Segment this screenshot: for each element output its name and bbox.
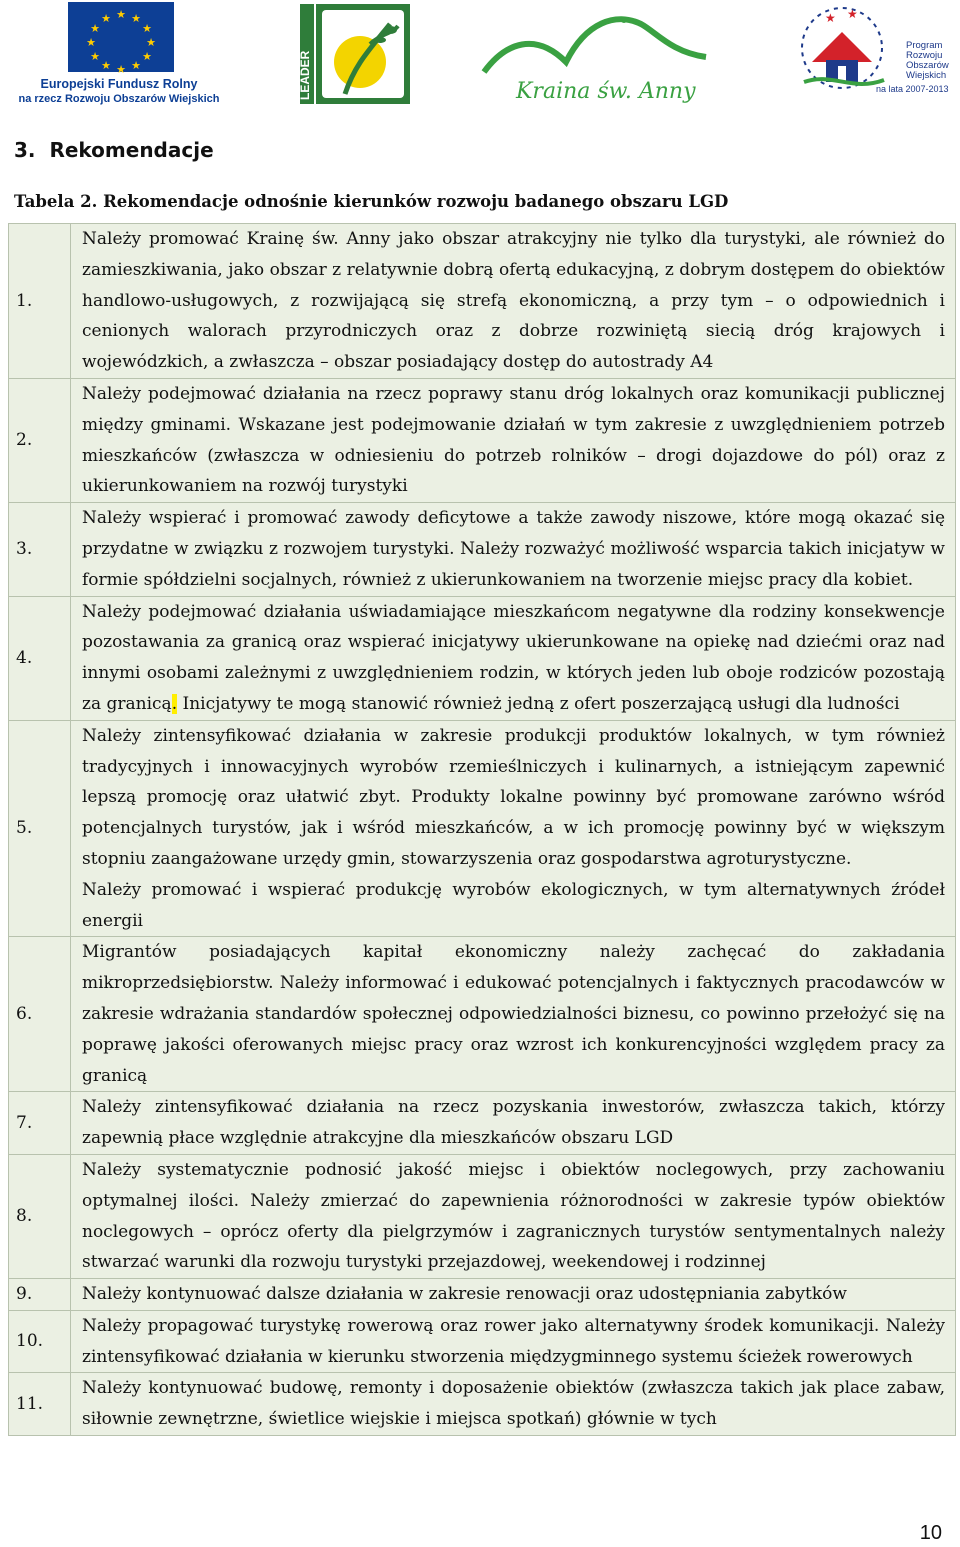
row-number: 7. [9,1092,71,1155]
row-text: Należy wspierać i promować zawody deficytowe a także zawody niszowe, które mogą okazać się przydatne w związku z rozwojem turystyki. Należy rozważyć możliwość wsparcia takich inicjatyw w formie spółdzielni socjalnych, również z ukierunkowaniem na tworzenie miejsc pracy dla kobiet. [71,503,956,596]
table-caption: Tabela 2. Rekomendacje odnośnie kierunków rozwoju badanego obszaru LGD [14,192,729,211]
svg-text:★: ★ [131,12,141,25]
table-row [9,503,956,596]
table-row [9,1092,956,1155]
table-row [9,937,956,1092]
row-number: 11. [9,1373,71,1436]
svg-text:★: ★ [142,22,152,35]
svg-text:★: ★ [825,11,836,25]
row-text [71,596,956,720]
row-text: Należy kontynuować budowę, remonty i doposażenie obiektów (zwłaszcza takich jak place zabaw, siłownie zewnętrzne, świetlice wiejskie i miejsca spotkań) głównie w tych [71,1373,956,1436]
row-number: 2. [9,378,71,502]
row-text: Należy promować Krainę św. Anny jako obszar atrakcyjny nie tylko dla turystyki, ale również do zamieszkiwania, jako obszar z relatywnie dobrą ofertą edukacyjną, z dobrym dostępem do obiektów handlowo-usługowych, z rozwijającą się strefą ekonomiczną, a przy tym – o odpowiednich i cenionych walorach przyrodniczych oraz z dobrze rozwiniętą siecią dróg krajowych i wojewódzkich, a zwłaszcza – obszar posiadający dostęp do autostrady A4 [71,224,956,379]
svg-text:★: ★ [847,7,858,21]
row-text-part: Inicjatywy te mogą stanowić również jedną z ofert poszerzającą usługi dla ludności [177,693,900,714]
recommendations-table [8,223,956,1436]
row-text: Należy systematycznie podnosić jakość miejsc i obiektów noclegowych, przy zachowaniu optymalnej ilości. Należy zmierzać do zapewnienia różnorodności w zakresie typów obiektów noclegowych – oprócz oferty dla pielgrzymów i zagranicznych turystów sentymentalnych należy stwarzać warunki dla rozwoju turystyki przejazdowej, weekendowej i rodzinnej [71,1154,956,1278]
logo-header [0,0,960,108]
table-row [9,1154,956,1278]
prow-logo-line2: Rozwoju [906,50,943,61]
table-row [9,1279,956,1311]
leader-logo-text: LEADER [298,50,312,100]
prow-logo-line5: na lata 2007-2013 [876,84,949,94]
eu-logo-line1: Europejski Fundusz Rolny [40,77,198,91]
row-number: 6. [9,937,71,1092]
row-paragraph: Należy promować i wspierać produkcję wyrobów ekologicznych, w tym alternatywnych źródeł energii [82,879,945,931]
row-paragraph: Należy zintensyfikować działania w zakresie produkcji produktów lokalnych, w tym również tradycyjnych i innowacyjnych wyrobów rzemieślniczych i kulinarnych, a istniejącym zapewnić lepszą promocję oraz ułatwić zbyt. Produkty lokalne powinny być promowane zarówno wśród potencjalnych turystów, jak i wśród mieszkańców, a w ich promocję powinny być w większym stopniu zaangażowane urzędy gmin, stowarzyszenia oraz gospodarstwa agroturystyczne. [82,725,945,869]
svg-text:★: ★ [101,12,111,25]
table-row [9,224,956,379]
table-row [9,596,956,720]
row-text [71,720,956,937]
table-row [9,1310,956,1373]
table-row [9,720,956,937]
kraina-logo-text: Kraina św. Anny [516,79,696,104]
row-text: Należy kontynuować dalsze działania w zakresie renowacji oraz udostępniania zabytków [71,1279,956,1311]
row-text: Należy zintensyfikować działania na rzecz pozyskania inwestorów, zwłaszcza takich, którzy zapewnią płace względnie atrakcyjne dla mieszkańców obszaru LGD [71,1092,956,1155]
row-number: 10. [9,1310,71,1373]
eu-eafrd-logo [14,2,224,104]
svg-text:★: ★ [116,8,126,21]
svg-text:★: ★ [146,36,156,49]
prow-logo [792,2,952,98]
prow-logo-line4: Wiejskich [906,70,947,81]
table-row [9,378,956,502]
row-text: Należy podejmować działania na rzecz poprawy stanu dróg lokalnych oraz komunikacji publicznej między gminami. Wskazane jest podejmowanie działań w tym zakresie z uwzględnieniem potrzeb mieszkańców (zwłaszcza w odniesieniu do potrzeb rolników – drogi dojazdowe do pól) oraz z ukierunkowaniem na rozwój turystyki [71,378,956,502]
svg-text:★: ★ [90,50,100,63]
kraina-sw-anny-logo [476,2,716,104]
row-text: Migrantów posiadających kapitał ekonomiczny należy zachęcać do zakładania mikroprzedsiębiorstw. Należy informować i edukować potencjalnych i faktycznych pracodawców w zakresie wdrażania standardów społecznej odpowiedzialności biznesu, co powinno przełożyć się na poprawę jakości oferowanych miejsc pracy oraz wzrost ich konkurencyjności względem pracy za granicą [71,937,956,1092]
table-row [9,1373,956,1436]
row-number: 1. [9,224,71,379]
svg-text:★: ★ [116,63,126,76]
section-title: 3. Rekomendacje [14,138,214,162]
svg-text:★: ★ [142,50,152,63]
leader-logo [300,4,410,104]
row-number: 5. [9,720,71,937]
eu-logo-line2: na rzecz Rozwoju Obszarów Wiejskich [18,93,220,105]
prow-logo-line3: Obszarów [906,60,949,71]
row-number: 3. [9,503,71,596]
row-number: 9. [9,1279,71,1311]
svg-text:★: ★ [101,59,111,72]
svg-text:★: ★ [131,59,141,72]
prow-logo-line1: Program [906,40,943,51]
row-number: 8. [9,1154,71,1278]
svg-text:★: ★ [90,22,100,35]
highlighted-period: . [171,693,178,714]
svg-text:★: ★ [86,36,96,49]
page-number: 10 [919,1522,942,1544]
row-text: Należy propagować turystykę rowerową oraz rower jako alternatywny środek komunikacji. Należy zintensyfikować działania w kierunku stworzenia międzygminnego systemu ścieżek rowerowych [71,1310,956,1373]
row-number: 4. [9,596,71,720]
row-text-part: Należy podejmować działania uświadamiające mieszkańcom negatywne dla rodziny konsekwencje pozostawania za granicą oraz wspierać inicjatywy ukierunkowane na opiekę nad dziećmi oraz nad innymi osobami zależnymi z uwzględnieniem rodzin, w których jeden lub oboje rodziców pozostają za granicą [82,601,945,714]
